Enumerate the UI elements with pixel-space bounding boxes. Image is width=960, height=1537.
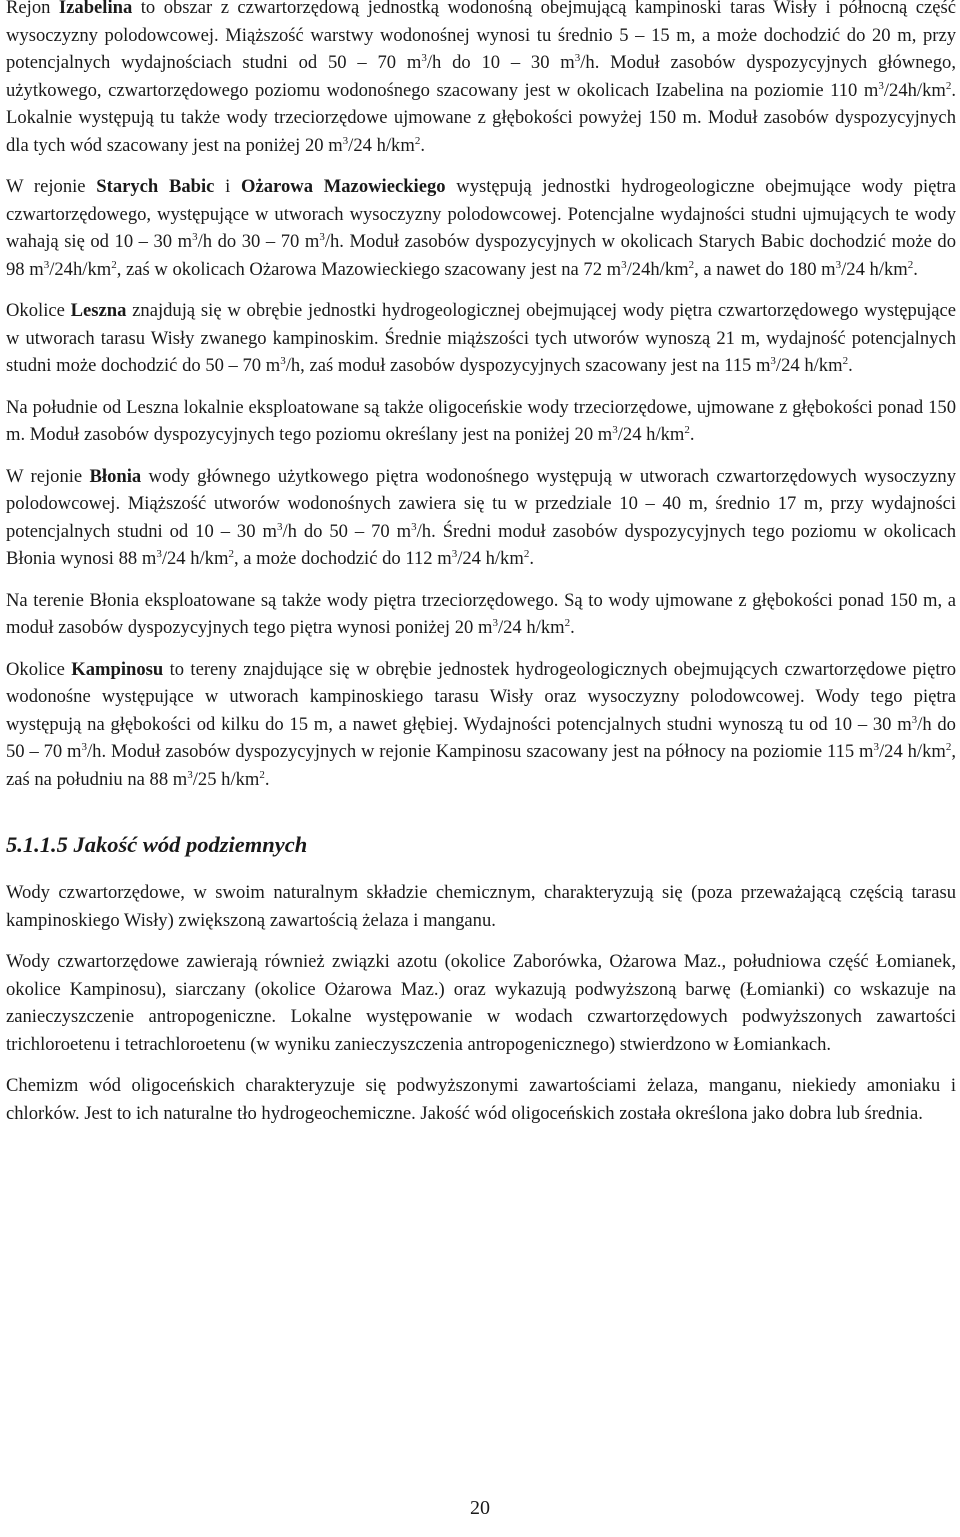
text-run: Rejon [6,0,59,18]
paragraph [6,173,956,283]
document-page [6,0,956,1141]
text-run: /24 h/km [161,548,229,569]
text-run: /24 h/km [879,741,946,762]
text-run: /24h/km [49,258,112,280]
superscript: 3 [276,520,283,533]
superscript: 2 [523,547,530,560]
superscript: 3 [873,740,879,753]
superscript: 2 [907,258,914,271]
body-text-after-heading [6,879,956,1127]
text-run: /24 h/km [841,258,908,280]
text-run: /h. Moduł zasobów dyspozycyjnych w rejonie Kampinosu szacowany jest na północy na poziomie 115 m [87,741,874,762]
text-run: /h. Średni moduł zasobów dyspozycyjnych tego poziomu w okolicach Błonia wynosi 88 m [6,520,957,569]
superscript: 2 [945,79,952,92]
place-name: Leszna [70,300,127,321]
paragraph [6,0,956,159]
superscript: 3 [612,423,618,436]
text-run: /h. Moduł zasobów dyspozycyjnych w okolicach Starych Babic dochodzić może do 98 m [6,231,956,280]
text-run: . Lokalnie występują tu także wody trzeciorzędowe ujmowane z głębokości powyżej 150 m. Moduł zasobów dyspozycyjnych dla tych wód szacowany jest na poniżej 20 m [6,79,956,156]
text-run: Na terenie Błonia eksploatowane są także wody piętra trzeciorzędowego. Są to wody ujmowane z głębokości ponad 150 m, a moduł zasobów dyspozycyjnych tego piętra wynosi poniżej 20 m [6,589,956,638]
place-name: Kampinosu [71,658,164,680]
section-heading: 5.1.1.5 Jakość wód podziemnych [6,832,308,857]
text-run: Okolice [6,658,72,680]
place-name: Błonia [89,465,142,487]
superscript: 3 [411,520,417,533]
superscript: 3 [770,354,776,367]
text-run: W rejonie [6,465,90,487]
superscript: 2 [842,354,849,367]
superscript: 3 [492,616,498,629]
text-run: . [420,134,425,156]
text-run: Okolice [6,300,71,321]
superscript: 3 [280,354,286,367]
superscript: 3 [81,740,87,753]
text-run: , zaś w okolicach Ożarowa Mazowieckiego szacowany jest na 72 m [116,258,622,280]
page-number: 20 [470,1497,490,1519]
superscript: 3 [342,134,349,147]
text-run: /h do 10 – 30 m [426,52,575,73]
text-run: /24h/km [626,258,689,280]
body-text-before-heading [6,0,956,793]
paragraph [6,948,956,1058]
text-run: znajdują się w obrębie jednostki hydrogeologicznej obejmującej wody piętra czwartorzędowego występujące w utworach tarasu Wisły zwanego kampinoskim. Średnie miąższości tych utworów wynoszą 21 m, wydajność potencjalnych studni może dochodzić do 50 – 70 m [6,300,956,376]
superscript: 3 [43,258,50,271]
superscript: 3 [878,79,884,92]
text-run: . [264,768,270,790]
superscript: 2 [228,547,234,560]
superscript: 3 [621,258,627,271]
paragraph [6,656,956,794]
paragraph [6,587,956,642]
text-run: . [913,258,918,280]
place-name: Izabelina [58,0,133,18]
text-run: Wody czwartorzędowe, w swoim naturalnym składzie chemicznym, charakteryzują się (poza przeważającą częścią tarasu kampinoskiego Wisły) zwiększoną zawartością żelaza i manganu. [6,882,956,931]
text-run: /h do 50 – 70 m [6,713,956,762]
text-run: występują jednostki hydrogeologiczne obejmujące wody piętra czwartorzędowego, występujące w utworach wysoczyzny polodowcowej. Potencjalne wydajności studni ujmujących te wody wahają się od 10 – 30 m [6,176,956,252]
text-run: Chemizm wód oligoceńskich charakteryzuje się podwyższonymi zawartościami żelaza, manganu, niekiedy amoniaku i chlorków. Jest to ich naturalne tło hydrogeochemiczne. Jakość wód oligoceńskich została określona jako dobra lub średnia. [6,1075,956,1124]
text-run: to tereny znajdujące się w obrębie jednostek hydrogeologicznych obejmujących czwartorzędowe piętro wodonośne występujące w utworach kampinoskiego tarasu Wisły oraz wysoczyzny polodowcowej. Wody tego piętra występują na głębokości od kilku do 15 m, a nawet głębiej. Wydajności potencjalnych studni wynoszą tu od 10 – 30 m [6,658,956,735]
superscript: 3 [574,51,581,64]
superscript: 2 [945,740,952,753]
text-run: , a nawet do 180 m [694,258,836,280]
text-run: /24 h/km [775,355,843,376]
text-run: to obszar z czwartorzędową jednostką wodonośną obejmującą kampinoski taras Wisły i północną część wysoczyzny polodowcowej. Miąższość warstwy wodonośnej wynosi tu średnio 5 – 15 m, a może dochodzić do 20 m, przy potencjalnych wydajnościach studni od 50 – 70 m [6,0,956,73]
text-run: /24 h/km [457,548,524,569]
text-run: , zaś na południu na 88 m [6,741,956,790]
text-run: /24h/km [883,79,946,101]
paragraph [6,297,956,380]
superscript: 2 [564,616,571,629]
superscript: 3 [187,768,193,781]
superscript: 2 [414,134,421,147]
superscript: 2 [688,258,695,271]
superscript: 3 [156,547,162,560]
text-run: W rejonie [6,176,97,197]
superscript: 2 [684,423,690,436]
text-run: /h. Moduł zasobów dyspozycyjnych głównego, użytkowego, czwartorzędowego poziomu wodonośnego szacowany jest w okolicach Izabelina na poziomie 110 m [6,52,956,101]
paragraph [6,394,956,449]
text-run: . [848,355,853,376]
text-run: Na południe od Leszna lokalnie eksploatowane są także oligoceńskie wody trzeciorzędowe, ujmowane z głębokości ponad 150 m. Moduł zasobów dyspozycyjnych tego poziomu określany jest na poniżej 20 m [6,396,956,445]
superscript: 3 [192,230,198,243]
superscript: 3 [835,258,842,271]
place-name: Ożarowa Mazowieckiego [241,176,446,197]
text-run: , a może dochodzić do 112 m [233,548,452,569]
superscript: 2 [259,768,265,781]
text-run: /h do 50 – 70 m [282,520,412,542]
superscript: 3 [421,51,427,64]
text-run: . [529,548,534,569]
superscript: 2 [111,258,117,271]
text-run: /24 h/km [348,134,415,156]
text-run: Wody czwartorzędowe zawierają również związki azotu (okolice Zaborówka, Ożarowa Maz., południowa część Łomianek, okolice Kampinosu), siarczany (okolice Ożarowa Maz.) oraz wykazują podwyższoną barwę (Łomianki) co wskazuje na zanieczyszczenie antropogeniczne. Lokalne występowanie w wodach czwartorzędowych podwyższonych zawartości trichloroetenu i tetrachloroetenu (w wyniku zanieczyszczenia antropogenicznego) stwierdzono w Łomiankach. [6,951,956,1055]
paragraph [6,1072,956,1127]
text-run: /h, zaś moduł zasobów dyspozycyjnych szacowany jest na 115 m [285,355,771,376]
text-run: . [689,424,695,445]
paragraph [6,879,956,934]
place-name: Starych Babic [96,176,215,197]
superscript: 3 [911,713,918,726]
text-run: wody głównego użytkowego piętra wodonośnego występują w utworach czwartorzędowych wysoczyzny polodowcowej. Miąższość utworów wodonośnych zawiera się tu w przedziale 10 – 40 m, średnio 17 m, przy wydajności potencjalnych studni od 10 – 30 m [6,465,956,542]
superscript: 3 [451,547,458,560]
text-run: i [214,176,242,197]
text-run: . [570,617,575,638]
text-run: /25 h/km [192,768,260,790]
text-run: /h do 30 – 70 m [197,231,320,252]
paragraph [6,463,956,573]
text-run: /24 h/km [497,617,565,638]
text-run: /24 h/km [617,424,685,445]
superscript: 3 [319,230,325,243]
